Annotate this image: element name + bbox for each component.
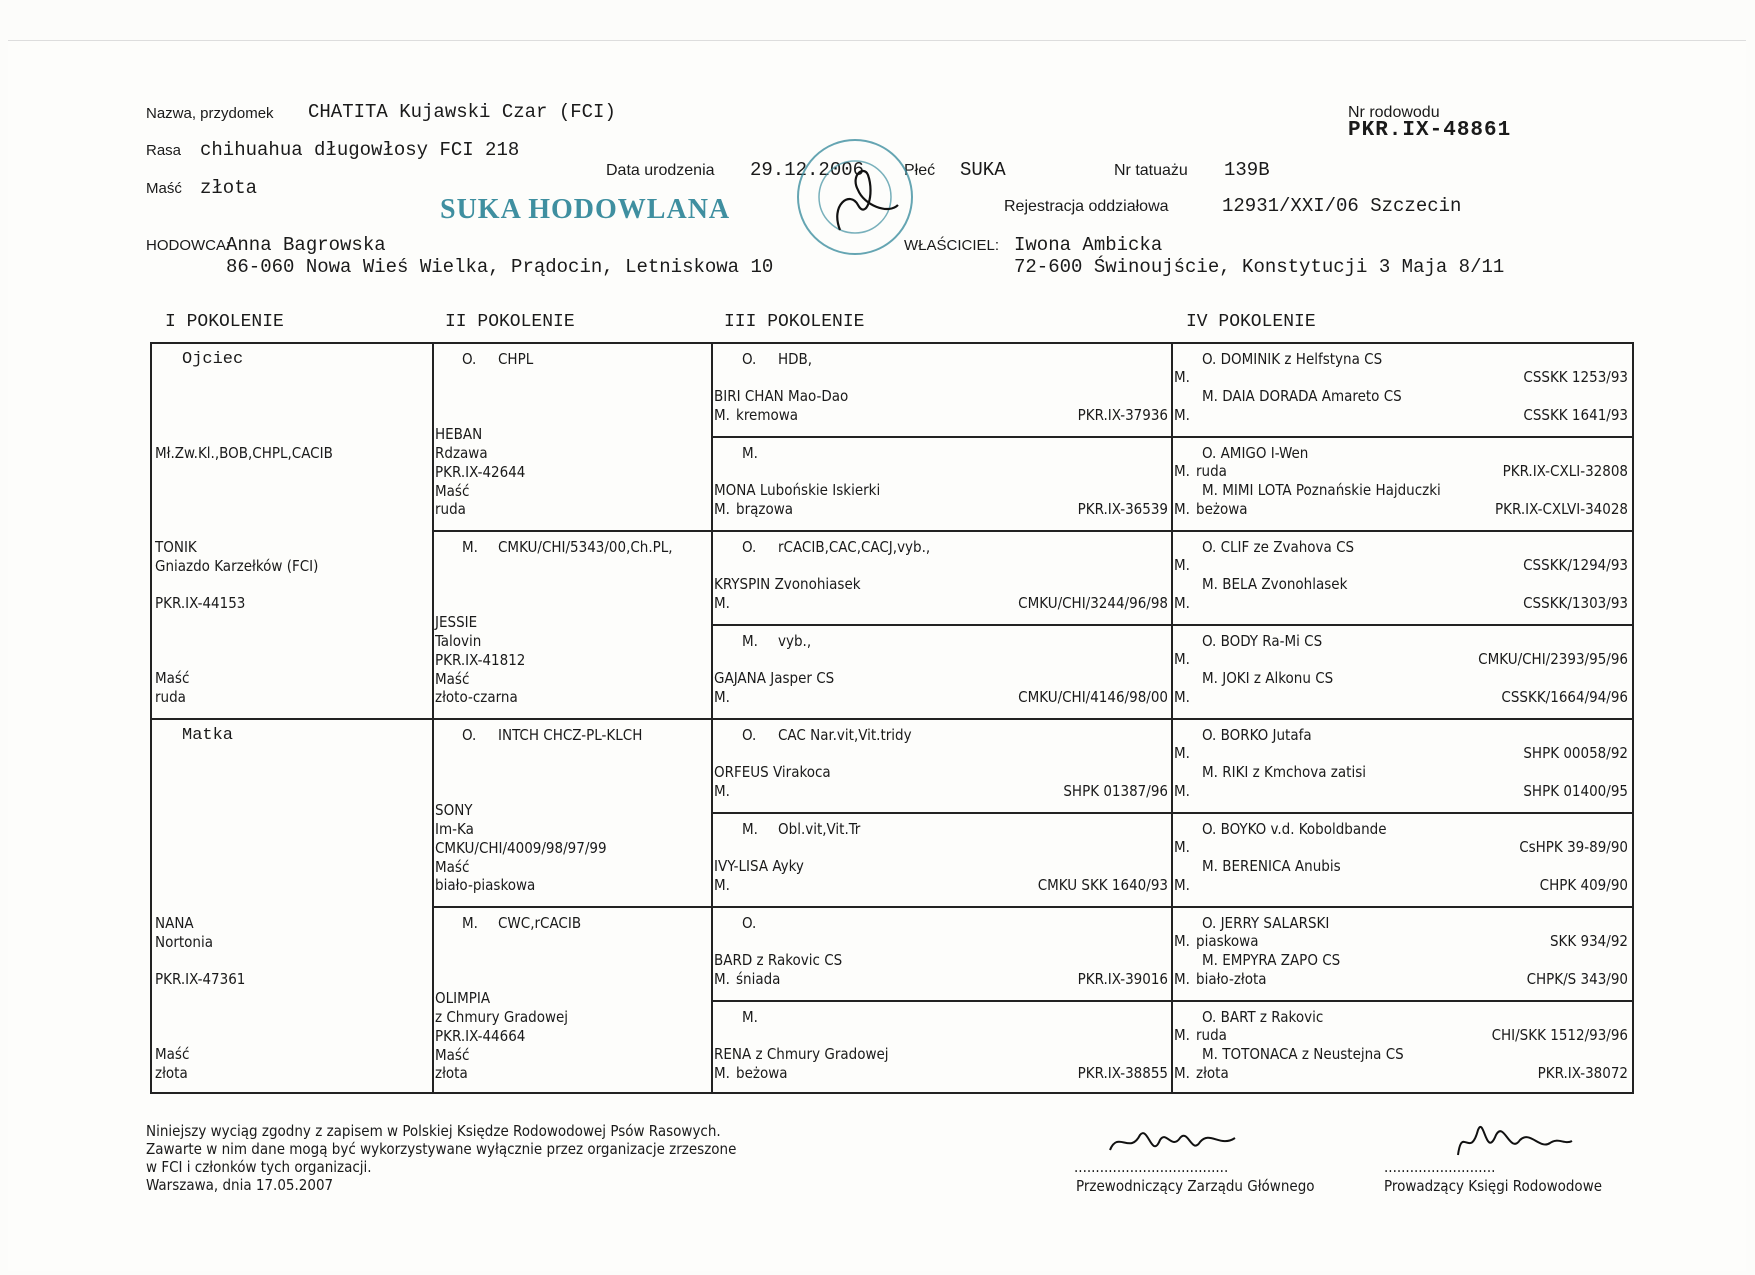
gen-header-4: IV POKOLENIE	[1186, 312, 1316, 332]
gen2-name: OLIMPIA	[435, 989, 491, 1007]
gen4-reg: CHI/SKK 1512/93/96	[1491, 1026, 1628, 1044]
gen3-reg: PKR.IX-39016	[1077, 970, 1168, 988]
gen3-reg: CMKU/CHI/4146/98/00	[1018, 688, 1168, 706]
name-label: Nazwa, przydomek	[146, 105, 274, 122]
signature-chairman-dots: ....................................	[1074, 1158, 1229, 1176]
gen4-m: M.	[1174, 1026, 1190, 1044]
sire-titles: Mł.Zw.Kl.,BOB,CHPL,CACIB	[155, 444, 333, 462]
gen4-sire: O. JERRY SALARSKI	[1202, 914, 1330, 932]
gen3-prefix: M.	[742, 632, 758, 650]
gen4-color: złota	[1196, 1064, 1229, 1082]
pedigree-no-label: Nr rodowodu	[1348, 104, 1440, 121]
tattoo-label: Nr tatuażu	[1114, 162, 1188, 179]
gen-header-2: II POKOLENIE	[445, 312, 575, 332]
gen4-sire: O. CLIF ze Zvahova CS	[1202, 538, 1355, 556]
gen3-m: M.	[714, 500, 730, 518]
gen2-reg: PKR.IX-44664	[435, 1027, 526, 1045]
gen2-prefix: O.	[462, 350, 477, 368]
gen4-dam: M. DAIA DORADA Amareto CS	[1202, 387, 1402, 405]
gen2-kennel: Rdzawa	[435, 444, 488, 462]
gen3-reg: CMKU/CHI/3244/96/98	[1018, 594, 1168, 612]
gen3-prefix: M.	[742, 1008, 758, 1026]
gen3-color: beżowa	[736, 1064, 788, 1082]
gen4-sire: O. BART z Rakovic	[1202, 1008, 1324, 1026]
gen3-color: brązowa	[736, 500, 794, 518]
gen4-sire: O. BORKO Jutafa	[1202, 726, 1312, 744]
gen2-color: biało-piaskowa	[435, 876, 536, 894]
gen4-m: M.	[1174, 688, 1190, 706]
gen3-m: M.	[714, 1064, 730, 1082]
gen3-reg: PKR.IX-36539	[1077, 500, 1168, 518]
sex-value: SUKA	[960, 159, 1006, 181]
gen4-m: M.	[1174, 970, 1190, 988]
gen4-dam: M. JOKI z Alkonu CS	[1202, 669, 1334, 687]
gen3-titles: rCACIB,CAC,CACJ,vyb.,	[778, 538, 931, 556]
gen4-reg: CSSKK/1664/94/96	[1501, 688, 1628, 706]
gen2-color-label: Maść	[435, 670, 470, 688]
registration-label: Rejestracja oddziałowa	[1004, 198, 1169, 215]
dam-kennel: Nortonia	[155, 933, 214, 951]
tattoo-value: 139B	[1224, 159, 1270, 181]
gen4-m: M.	[1174, 368, 1190, 386]
gen4-m: M.	[1174, 838, 1190, 856]
owner-address: 72-600 Świnoujście, Konstytucji 3 Maja 8/11	[1014, 256, 1505, 278]
gen-header-3: III POKOLENIE	[724, 312, 865, 332]
gen2-titles: CHPL	[498, 350, 534, 368]
sire-color: ruda	[155, 688, 186, 706]
gen2-reg: CMKU/CHI/4009/98/97/99	[435, 839, 607, 857]
gen4-dam: M. TOTONACA z Neustejna CS	[1202, 1045, 1404, 1063]
gen4-dam: M. EMPYRA ZAPO CS	[1202, 951, 1341, 969]
gen2-color: złoto-czarna	[435, 688, 518, 706]
gen3-name: ORFEUS Virakoca	[714, 763, 831, 781]
gen4-sire: O. BOYKO v.d. Koboldbande	[1202, 820, 1387, 838]
gen3-prefix: M.	[742, 444, 758, 462]
gen2-kennel: z Chmury Gradowej	[435, 1008, 569, 1026]
gen4-dam: M. MIMI LOTA Poznańskie Hajduczki	[1202, 481, 1441, 499]
gen4-m: M.	[1174, 650, 1190, 668]
gen4-m: M.	[1174, 500, 1190, 518]
gen4-m: M.	[1174, 782, 1190, 800]
sire-name: TONIK	[155, 538, 197, 556]
breed-label: Rasa	[146, 142, 182, 159]
gen4-sire: O. DOMINIK z Helfstyna CS	[1202, 350, 1383, 368]
gen4-m: M.	[1174, 594, 1190, 612]
gen3-color: śniada	[736, 970, 781, 988]
gen3-titles: CAC Nar.vit,Vit.tridy	[778, 726, 912, 744]
gen4-m: M.	[1174, 462, 1190, 480]
gen2-reg: PKR.IX-42644	[435, 463, 526, 481]
gen2-name: JESSIE	[435, 613, 478, 631]
gen-header-1: I POKOLENIE	[165, 312, 284, 332]
gen4-reg: CMKU/CHI/2393/95/96	[1478, 650, 1628, 668]
gen4-reg: CSSKK 1253/93	[1523, 368, 1628, 386]
dam-reg: PKR.IX-47361	[155, 970, 246, 988]
gen4-reg: PKR.IX-CXLI-32808	[1502, 462, 1628, 480]
gen4-reg: CHPK/S 343/90	[1526, 970, 1628, 988]
breeding-stamp: SUKA HODOWLANA	[440, 194, 731, 225]
gen4-reg: PKR.IX-38072	[1537, 1064, 1628, 1082]
gen4-m: M.	[1174, 932, 1190, 950]
gen2-color: ruda	[435, 500, 466, 518]
sex-label: Płeć	[904, 162, 936, 179]
gen4-color: ruda	[1196, 1026, 1227, 1044]
gen4-dam: M. BELA Zvonohlasek	[1202, 575, 1348, 593]
gen2-name: HEBAN	[435, 425, 483, 443]
birth-value: 29.12.2006	[750, 159, 865, 181]
signature-registrar-label: Prowadzący Księgi Rodowodowe	[1384, 1177, 1603, 1195]
gen4-color: beżowa	[1196, 500, 1248, 518]
gen4-reg: CSSKK/1294/93	[1523, 556, 1628, 574]
dam-label: Matka	[182, 726, 234, 745]
gen4-dam: M. RIKI z Kmchova zatisi	[1202, 763, 1366, 781]
sire-color-label: Maść	[155, 669, 190, 687]
gen3-titles: vyb.,	[778, 632, 812, 650]
gen3-name: MONA Lubońskie Iskierki	[714, 481, 881, 499]
color-value: złota	[200, 177, 258, 199]
sire-reg: PKR.IX-44153	[155, 594, 246, 612]
gen3-name: IVY-LISA Ayky	[714, 857, 804, 875]
gen2-titles: CMKU/CHI/5343/00,Ch.PL,	[498, 538, 673, 556]
gen2-color-label: Maść	[435, 1046, 470, 1064]
gen3-reg: SHPK 01387/96	[1063, 782, 1168, 800]
gen3-m: M.	[714, 688, 730, 706]
dam-name: NANA	[155, 914, 194, 932]
gen3-name: KRYSPIN Zvonohiasek	[714, 575, 861, 593]
owner-label: WŁAŚCICIEL:	[904, 237, 1000, 254]
gen4-reg: SKK 934/92	[1549, 932, 1628, 950]
sire-kennel: Gniazdo Karzełków (FCI)	[155, 557, 319, 575]
footer-line-3: w FCI i członków tych organizacji.	[146, 1158, 372, 1176]
gen2-name: SONY	[435, 801, 473, 819]
gen3-m: M.	[714, 782, 730, 800]
gen3-reg: PKR.IX-37936	[1077, 406, 1168, 424]
dam-color: złota	[155, 1064, 188, 1082]
gen3-m: M.	[714, 876, 730, 894]
gen4-m: M.	[1174, 1064, 1190, 1082]
gen4-color: biało-złota	[1196, 970, 1267, 988]
gen3-m: M.	[714, 970, 730, 988]
gen2-titles: CWC,rCACIB	[498, 914, 582, 932]
footer-date: Warszawa, dnia 17.05.2007	[146, 1176, 334, 1194]
gen4-reg: SHPK 01400/95	[1523, 782, 1628, 800]
breed-value: chihuahua długowłosy FCI 218	[200, 139, 520, 161]
gen4-reg: CHPK 409/90	[1539, 876, 1628, 894]
footer-line-1: Niniejszy wyciąg zgodny z zapisem w Polskiej Księdze Rodowodowej Psów Rasowych.	[146, 1122, 721, 1140]
gen4-reg: PKR.IX-CXLVI-34028	[1495, 500, 1628, 518]
signature-registrar-dots: ..........................	[1384, 1158, 1496, 1176]
gen4-color: ruda	[1196, 462, 1227, 480]
breeder-name: Anna Bagrowska	[226, 234, 386, 256]
owner-name: Iwona Ambicka	[1014, 234, 1163, 256]
gen4-reg: CsHPK 39-89/90	[1519, 838, 1628, 856]
gen3-reg: PKR.IX-38855	[1077, 1064, 1168, 1082]
gen2-kennel: Talovin	[435, 632, 482, 650]
gen3-prefix: O.	[742, 350, 757, 368]
signature-chairman-label: Przewodniczący Zarządu Głównego	[1076, 1177, 1315, 1195]
gen2-prefix: M.	[462, 538, 478, 556]
name-value: CHATITA Kujawski Czar (FCI)	[308, 101, 616, 123]
gen3-prefix: O.	[742, 914, 757, 932]
gen3-name: BARD z Rakovic CS	[714, 951, 843, 969]
pedigree-no-value: PKR.IX-48861	[1348, 119, 1512, 142]
gen3-prefix: O.	[742, 538, 757, 556]
gen4-m: M.	[1174, 556, 1190, 574]
gen4-m: M.	[1174, 406, 1190, 424]
gen4-sire: O. BODY Ra-Mi CS	[1202, 632, 1323, 650]
gen3-reg: CMKU SKK 1640/93	[1037, 876, 1168, 894]
gen3-m: M.	[714, 406, 730, 424]
gen3-titles: HDB,	[778, 350, 813, 368]
sire-label: Ojciec	[182, 350, 244, 369]
gen3-m: M.	[714, 594, 730, 612]
gen2-color: złota	[435, 1064, 468, 1082]
gen4-dam: M. BERENICA Anubis	[1202, 857, 1341, 875]
gen2-prefix: M.	[462, 914, 478, 932]
gen3-name: RENA z Chmury Gradowej	[714, 1045, 889, 1063]
gen2-titles: INTCH CHCZ-PL-KLCH	[498, 726, 643, 744]
gen3-name: BIRI CHAN Mao-Dao	[714, 387, 849, 405]
gen4-m: M.	[1174, 744, 1190, 762]
gen4-reg: SHPK 00058/92	[1523, 744, 1628, 762]
gen2-prefix: O.	[462, 726, 477, 744]
gen4-color: piaskowa	[1196, 932, 1259, 950]
dam-color-label: Maść	[155, 1045, 190, 1063]
gen2-color-label: Maść	[435, 858, 470, 876]
gen3-name: GAJANA Jasper CS	[714, 669, 835, 687]
registration-value: 12931/XXI/06 Szczecin	[1222, 195, 1462, 217]
color-label: Maść	[146, 180, 182, 197]
footer-line-2: Zawarte w nim dane mogą być wykorzystywane wyłącznie przez organizacje zrzeszone	[146, 1140, 737, 1158]
gen2-reg: PKR.IX-41812	[435, 651, 526, 669]
gen4-sire: O. AMIGO I-Wen	[1202, 444, 1309, 462]
birth-label: Data urodzenia	[606, 162, 715, 179]
gen3-titles: Obl.vit,Vit.Tr	[778, 820, 861, 838]
pedigree-table	[150, 342, 1634, 1094]
gen3-prefix: M.	[742, 820, 758, 838]
gen3-color: kremowa	[736, 406, 799, 424]
gen4-m: M.	[1174, 876, 1190, 894]
gen2-color-label: Maść	[435, 482, 470, 500]
gen2-kennel: Im-Ka	[435, 820, 474, 838]
breeder-label: HODOWCA:	[146, 237, 231, 254]
gen4-reg: CSSKK 1641/93	[1523, 406, 1628, 424]
breeder-address: 86-060 Nowa Wieś Wielka, Prądocin, Letniskowa 10	[226, 256, 774, 278]
gen4-reg: CSSKK/1303/93	[1523, 594, 1628, 612]
gen3-prefix: O.	[742, 726, 757, 744]
